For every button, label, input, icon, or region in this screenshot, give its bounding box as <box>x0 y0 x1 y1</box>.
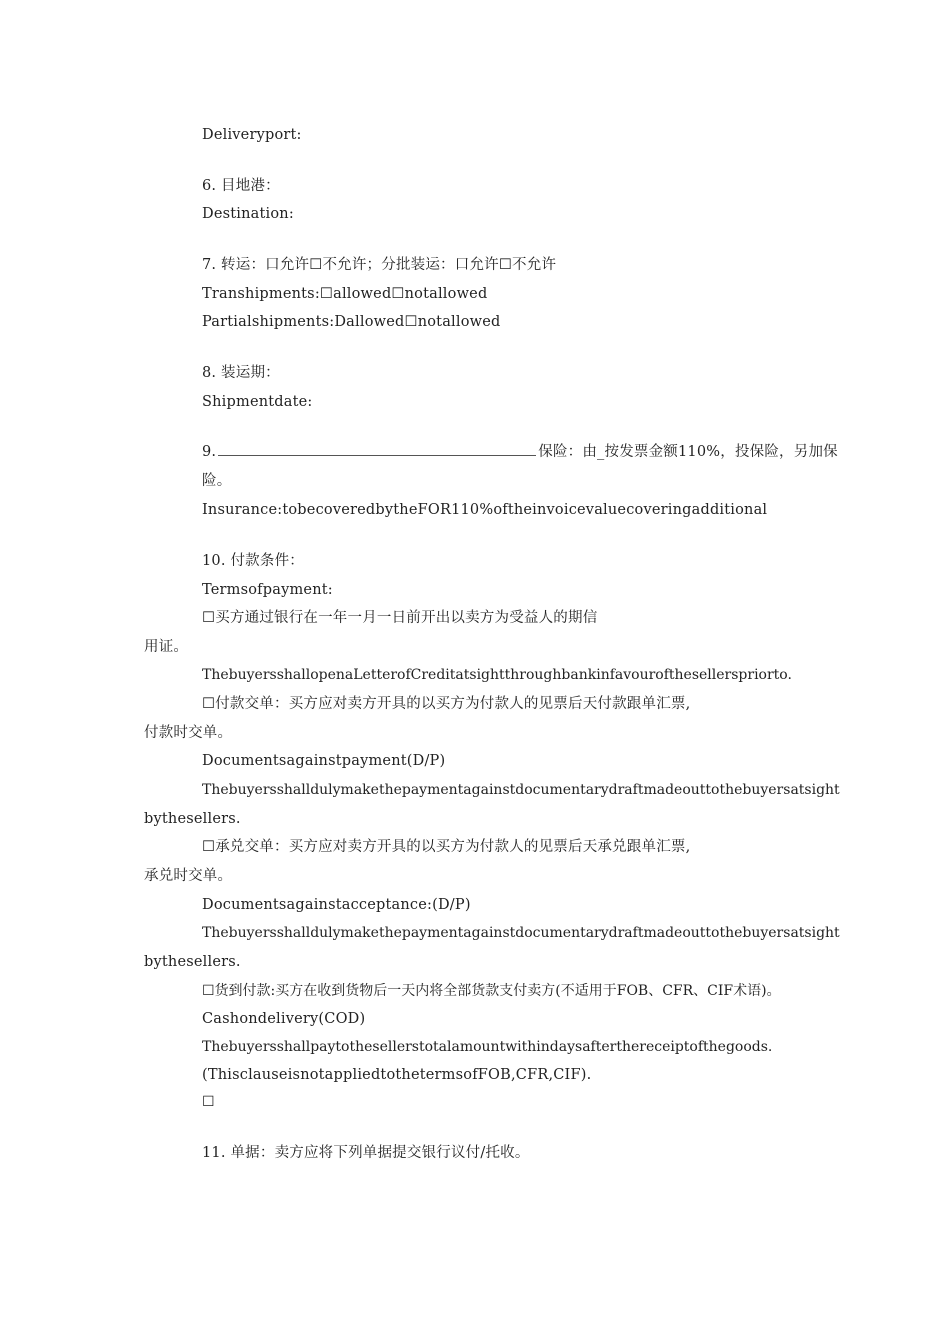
section-9-heading <box>202 442 838 462</box>
empty-checkbox-glyph: ☐ <box>202 1094 215 1110</box>
da-cn-cont: 承兑时交单。 <box>144 868 233 884</box>
delivery-port-label: Deliveryport: <box>202 127 302 143</box>
cod-cn: ☐货到付款:买方在收到货物后一天内将全部货款支付卖方(不适用于FOB、CFR、CIF术语)。 <box>202 983 781 999</box>
dp-en-body: Thebuyersshalldulymakethepaymentagainstdocumentarydraftmadeouttothebuyersatsight <box>202 782 840 798</box>
dp-cn-cont: 付款时交单。 <box>144 725 233 741</box>
shipment-date-label: Shipmentdate: <box>202 394 313 410</box>
insurance-line: Insurance:tobecoveredbytheFOR110%oftheinvoicevaluecoveringadditional <box>202 502 768 518</box>
da-en-body-cont: bythesellers. <box>144 954 241 970</box>
letter-of-credit-cn-cont: 用证。 <box>144 639 189 655</box>
letter-of-credit-en: ThebuyersshallopenaLetterofCreditatsightthroughbankinfavourofthesellerspriorto. <box>202 667 792 683</box>
cod-en-note: (ThisclauseisnotappliedtothetermsofFOB,CFR,CIF). <box>202 1067 592 1083</box>
terms-of-payment-label: Termsofpayment: <box>202 582 333 598</box>
letter-of-credit-cn: ☐买方通过银行在一年一月一日前开出以卖方为受益人的期信 <box>202 610 598 626</box>
dp-en-body-cont: bythesellers. <box>144 811 241 827</box>
section-6-heading: 6. 目地港： <box>202 178 280 194</box>
section-9-number: 9. <box>202 444 217 460</box>
section-7-heading: 7. 转运：口允许☐不允许；分批装运：口允许☐不允许 <box>202 257 557 273</box>
section-8-heading: 8. 装运期： <box>202 365 280 381</box>
da-en-title: Documentsagainstacceptance:(D/P) <box>202 897 471 913</box>
transhipments-line: Transhipments:☐allowed☐notallowed <box>202 286 488 302</box>
dp-en-title: Documentsagainstpayment(D/P) <box>202 753 446 769</box>
da-en-body: Thebuyersshalldulymakethepaymentagainstdocumentarydraftmadeouttothebuyersatsight <box>202 925 840 941</box>
dp-cn: ☐付款交单：买方应对卖方开具的以买方为付款人的见票后天付款跟单汇票, <box>202 696 691 712</box>
cod-en-body: Thebuyersshallpaytothesellerstotalamountwithindaysafterthereceiptofthegoods. <box>202 1039 773 1055</box>
section-9-insurance-text: 保险：由_按发票金额110%，投保险，另加保 <box>538 444 838 460</box>
fill-in-blank <box>218 454 536 456</box>
section-11-heading: 11. 单据：卖方应将下列单据提交银行议付/托收。 <box>202 1145 530 1161</box>
destination-label: Destination: <box>202 206 294 222</box>
cod-en-title: Cashondelivery(COD) <box>202 1011 366 1027</box>
section-10-heading: 10. 付款条件： <box>202 553 304 569</box>
partial-shipments-line: Partialshipments:Dallowed☐notallowed <box>202 314 501 330</box>
section-9-continuation: 险。 <box>202 473 232 489</box>
da-cn: ☐承兑交单：买方应对卖方开具的以买方为付款人的见票后天承兑跟单汇票, <box>202 839 691 855</box>
